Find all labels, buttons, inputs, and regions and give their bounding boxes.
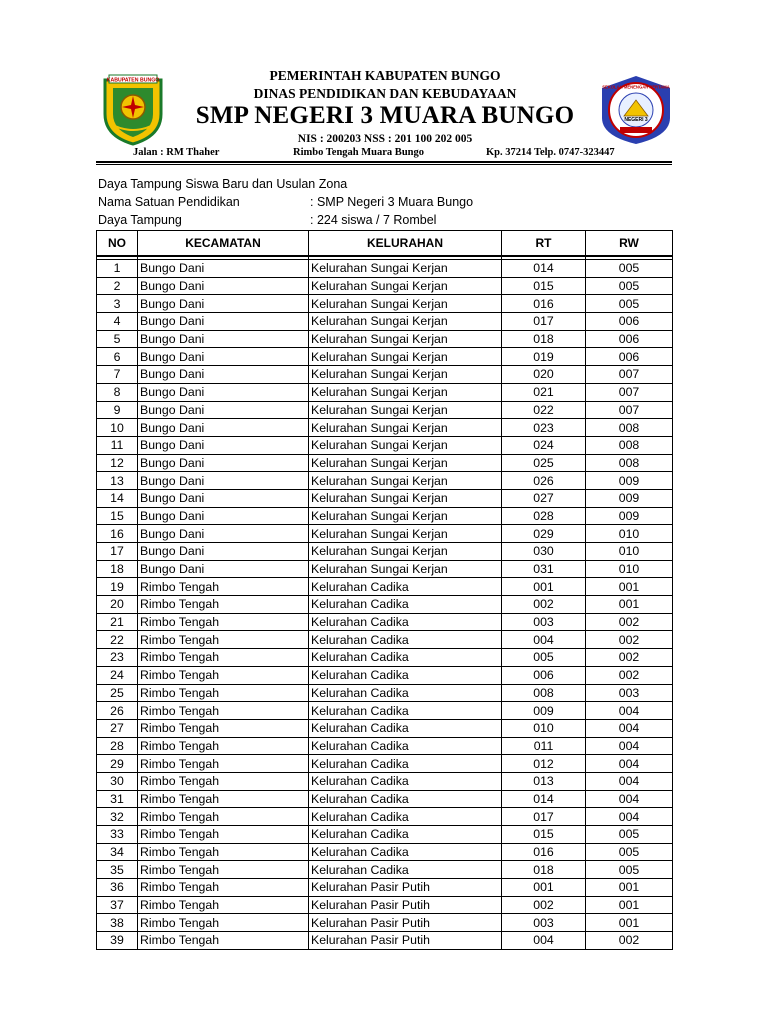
row-kecamatan: Bungo Dani [138, 507, 309, 525]
row-kecamatan: Rimbo Tengah [138, 578, 309, 596]
row-kecamatan: Rimbo Tengah [138, 631, 309, 649]
table-row [97, 489, 673, 507]
row-no: 24 [97, 666, 138, 684]
row-kecamatan: Bungo Dani [138, 560, 309, 578]
row-kelurahan: Kelurahan Sungai Kerjan [309, 401, 502, 419]
row-kecamatan: Bungo Dani [138, 313, 309, 331]
school-name: SMP NEGERI 3 MUARA BUNGO [195, 102, 575, 129]
row-rt: 018 [502, 330, 586, 348]
row-rw: 001 [586, 914, 673, 932]
svg-text:NEGERI 3: NEGERI 3 [624, 117, 648, 123]
row-rw: 004 [586, 790, 673, 808]
table-row [97, 454, 673, 472]
row-rt: 014 [502, 790, 586, 808]
row-kecamatan: Rimbo Tengah [138, 826, 309, 844]
row-kelurahan: Kelurahan Pasir Putih [309, 879, 502, 897]
row-rt: 016 [502, 295, 586, 313]
row-no: 36 [97, 879, 138, 897]
table-row [97, 366, 673, 384]
row-rt: 024 [502, 436, 586, 454]
row-rw: 008 [586, 454, 673, 472]
row-kelurahan: Kelurahan Cadika [309, 826, 502, 844]
row-kecamatan: Bungo Dani [138, 419, 309, 437]
header-divider [96, 161, 672, 163]
row-kelurahan: Kelurahan Sungai Kerjan [309, 560, 502, 578]
row-kelurahan: Kelurahan Sungai Kerjan [309, 454, 502, 472]
table-body [97, 260, 673, 950]
row-no: 19 [97, 578, 138, 596]
row-kelurahan: Kelurahan Cadika [309, 596, 502, 614]
table-row [97, 313, 673, 331]
row-kelurahan: Kelurahan Sungai Kerjan [309, 489, 502, 507]
row-kelurahan: Kelurahan Cadika [309, 808, 502, 826]
row-no: 21 [97, 613, 138, 631]
table-row [97, 649, 673, 667]
table-row [97, 277, 673, 295]
row-kecamatan: Bungo Dani [138, 348, 309, 366]
row-no: 4 [97, 313, 138, 331]
svg-text:KABUPATEN BUNGO: KABUPATEN BUNGO [106, 77, 160, 84]
row-no: 31 [97, 790, 138, 808]
row-kecamatan: Bungo Dani [138, 454, 309, 472]
row-kelurahan: Kelurahan Pasir Putih [309, 896, 502, 914]
row-kelurahan: Kelurahan Sungai Kerjan [309, 295, 502, 313]
row-kecamatan: Rimbo Tengah [138, 719, 309, 737]
row-no: 34 [97, 843, 138, 861]
row-no: 18 [97, 560, 138, 578]
header-kecamatan: KECAMATAN [138, 231, 309, 257]
row-no: 22 [97, 631, 138, 649]
row-rt: 017 [502, 313, 586, 331]
row-kecamatan: Rimbo Tengah [138, 596, 309, 614]
row-rt: 023 [502, 419, 586, 437]
unit-label: Nama Satuan Pendidikan [98, 195, 240, 209]
table-row [97, 631, 673, 649]
row-kelurahan: Kelurahan Sungai Kerjan [309, 383, 502, 401]
row-no: 29 [97, 755, 138, 773]
table-row [97, 596, 673, 614]
row-kecamatan: Bungo Dani [138, 543, 309, 561]
table-row [97, 772, 673, 790]
row-rw: 005 [586, 826, 673, 844]
table-row [97, 330, 673, 348]
row-kelurahan: Kelurahan Cadika [309, 684, 502, 702]
row-rw: 007 [586, 383, 673, 401]
row-rt: 015 [502, 826, 586, 844]
row-rw: 005 [586, 843, 673, 861]
row-kelurahan: Kelurahan Cadika [309, 843, 502, 861]
table-row [97, 896, 673, 914]
table-row [97, 826, 673, 844]
row-no: 9 [97, 401, 138, 419]
table-row [97, 260, 673, 278]
row-no: 2 [97, 277, 138, 295]
row-rw: 004 [586, 772, 673, 790]
table-row [97, 560, 673, 578]
row-kelurahan: Kelurahan Cadika [309, 578, 502, 596]
svg-text:SEKOLAH MENENGAH PERTAMA: SEKOLAH MENENGAH PERTAMA [602, 84, 670, 90]
row-kelurahan: Kelurahan Sungai Kerjan [309, 260, 502, 278]
row-no: 26 [97, 702, 138, 720]
row-rt: 009 [502, 702, 586, 720]
letterhead-government: PEMERINTAH KABUPATEN BUNGO [269, 68, 501, 83]
row-kelurahan: Kelurahan Sungai Kerjan [309, 543, 502, 561]
row-rt: 031 [502, 560, 586, 578]
row-kelurahan: Kelurahan Cadika [309, 631, 502, 649]
header-kelurahan: KELURAHAN [309, 231, 502, 257]
row-no: 12 [97, 454, 138, 472]
row-rw: 010 [586, 525, 673, 543]
row-kecamatan: Bungo Dani [138, 472, 309, 490]
row-rw: 001 [586, 896, 673, 914]
row-kecamatan: Rimbo Tengah [138, 932, 309, 950]
row-rw: 002 [586, 649, 673, 667]
row-no: 11 [97, 436, 138, 454]
row-rw: 003 [586, 684, 673, 702]
row-rw: 005 [586, 861, 673, 879]
row-rw: 006 [586, 313, 673, 331]
row-kelurahan: Kelurahan Pasir Putih [309, 914, 502, 932]
row-kelurahan: Kelurahan Sungai Kerjan [309, 366, 502, 384]
table-row [97, 525, 673, 543]
row-kelurahan: Kelurahan Sungai Kerjan [309, 507, 502, 525]
row-rw: 002 [586, 613, 673, 631]
header-no: NO [97, 231, 138, 257]
row-kelurahan: Kelurahan Sungai Kerjan [309, 472, 502, 490]
table-row [97, 348, 673, 366]
row-rt: 016 [502, 843, 586, 861]
row-kelurahan: Kelurahan Pasir Putih [309, 932, 502, 950]
row-kecamatan: Bungo Dani [138, 277, 309, 295]
table-row [97, 755, 673, 773]
row-no: 23 [97, 649, 138, 667]
row-rt: 002 [502, 596, 586, 614]
row-rw: 006 [586, 330, 673, 348]
row-rw: 005 [586, 295, 673, 313]
row-rt: 018 [502, 861, 586, 879]
table-row [97, 419, 673, 437]
row-rw: 004 [586, 719, 673, 737]
kabupaten-bungo-logo [101, 74, 165, 146]
row-no: 32 [97, 808, 138, 826]
row-kecamatan: Bungo Dani [138, 401, 309, 419]
header-rt: RT [502, 231, 586, 257]
row-rt: 004 [502, 631, 586, 649]
row-rw: 001 [586, 578, 673, 596]
row-kecamatan: Rimbo Tengah [138, 879, 309, 897]
row-no: 30 [97, 772, 138, 790]
row-rt: 030 [502, 543, 586, 561]
row-rt: 001 [502, 578, 586, 596]
row-rw: 002 [586, 631, 673, 649]
row-rw: 009 [586, 489, 673, 507]
row-kelurahan: Kelurahan Cadika [309, 861, 502, 879]
row-no: 14 [97, 489, 138, 507]
row-rw: 004 [586, 737, 673, 755]
row-kelurahan: Kelurahan Cadika [309, 666, 502, 684]
row-kecamatan: Rimbo Tengah [138, 772, 309, 790]
row-rw: 007 [586, 366, 673, 384]
row-kelurahan: Kelurahan Cadika [309, 613, 502, 631]
table-row [97, 719, 673, 737]
row-kelurahan: Kelurahan Sungai Kerjan [309, 419, 502, 437]
row-kecamatan: Rimbo Tengah [138, 808, 309, 826]
row-rw: 008 [586, 436, 673, 454]
zone-table [96, 230, 673, 950]
row-kecamatan: Rimbo Tengah [138, 755, 309, 773]
row-kecamatan: Bungo Dani [138, 295, 309, 313]
table-row [97, 383, 673, 401]
row-kelurahan: Kelurahan Cadika [309, 772, 502, 790]
row-rt: 014 [502, 260, 586, 278]
row-rt: 013 [502, 772, 586, 790]
row-kecamatan: Rimbo Tengah [138, 914, 309, 932]
row-no: 5 [97, 330, 138, 348]
row-no: 17 [97, 543, 138, 561]
row-no: 7 [97, 366, 138, 384]
row-kecamatan: Rimbo Tengah [138, 861, 309, 879]
school-badge-icon [596, 74, 676, 146]
row-rt: 011 [502, 737, 586, 755]
row-kecamatan: Rimbo Tengah [138, 737, 309, 755]
table-row [97, 507, 673, 525]
row-kelurahan: Kelurahan Sungai Kerjan [309, 330, 502, 348]
table-row [97, 808, 673, 826]
row-rw: 007 [586, 401, 673, 419]
row-no: 15 [97, 507, 138, 525]
row-kelurahan: Kelurahan Sungai Kerjan [309, 348, 502, 366]
table-row [97, 932, 673, 950]
table-header-row [97, 231, 673, 257]
row-rw: 009 [586, 507, 673, 525]
row-no: 37 [97, 896, 138, 914]
row-kecamatan: Rimbo Tengah [138, 843, 309, 861]
row-no: 28 [97, 737, 138, 755]
row-rt: 001 [502, 879, 586, 897]
address-contact: Kp. 37214 Telp. 0747-323447 [486, 147, 615, 158]
row-rw: 001 [586, 596, 673, 614]
shield-emblem-icon [101, 74, 165, 146]
row-rt: 015 [502, 277, 586, 295]
row-rt: 012 [502, 755, 586, 773]
row-rw: 006 [586, 348, 673, 366]
row-no: 39 [97, 932, 138, 950]
school-logo [596, 74, 676, 146]
row-no: 13 [97, 472, 138, 490]
table-row [97, 914, 673, 932]
row-rw: 004 [586, 808, 673, 826]
row-rt: 003 [502, 613, 586, 631]
row-kecamatan: Rimbo Tengah [138, 790, 309, 808]
row-rt: 002 [502, 896, 586, 914]
capacity-label: Daya Tampung [98, 213, 182, 227]
table-row [97, 684, 673, 702]
capacity-value: : 224 siswa / 7 Rombel [310, 213, 437, 227]
row-rt: 004 [502, 932, 586, 950]
row-kelurahan: Kelurahan Cadika [309, 737, 502, 755]
row-rw: 002 [586, 932, 673, 950]
row-rt: 017 [502, 808, 586, 826]
row-no: 16 [97, 525, 138, 543]
table-row [97, 737, 673, 755]
row-no: 27 [97, 719, 138, 737]
row-rt: 020 [502, 366, 586, 384]
row-kecamatan: Rimbo Tengah [138, 649, 309, 667]
row-rt: 022 [502, 401, 586, 419]
unit-value: : SMP Negeri 3 Muara Bungo [310, 195, 474, 209]
row-kecamatan: Bungo Dani [138, 260, 309, 278]
table-row [97, 702, 673, 720]
row-rw: 005 [586, 260, 673, 278]
row-rw: 004 [586, 702, 673, 720]
row-no: 20 [97, 596, 138, 614]
table-row [97, 472, 673, 490]
row-kelurahan: Kelurahan Sungai Kerjan [309, 436, 502, 454]
row-rt: 008 [502, 684, 586, 702]
letterhead-department: DINAS PENDIDIKAN DAN KEBUDAYAAN [253, 86, 517, 101]
row-rt: 029 [502, 525, 586, 543]
table-row [97, 879, 673, 897]
row-rt: 010 [502, 719, 586, 737]
row-kelurahan: Kelurahan Sungai Kerjan [309, 525, 502, 543]
row-rt: 027 [502, 489, 586, 507]
row-rt: 006 [502, 666, 586, 684]
row-kecamatan: Rimbo Tengah [138, 896, 309, 914]
table-row [97, 543, 673, 561]
row-rt: 025 [502, 454, 586, 472]
table-row [97, 295, 673, 313]
document-title: Daya Tampung Siswa Baru dan Usulan Zona [98, 177, 348, 191]
row-kecamatan: Rimbo Tengah [138, 666, 309, 684]
row-kecamatan: Bungo Dani [138, 383, 309, 401]
row-kecamatan: Bungo Dani [138, 489, 309, 507]
row-no: 33 [97, 826, 138, 844]
table-row [97, 861, 673, 879]
row-kelurahan: Kelurahan Sungai Kerjan [309, 313, 502, 331]
table-row [97, 578, 673, 596]
header-rw: RW [586, 231, 673, 257]
table-row [97, 401, 673, 419]
row-no: 10 [97, 419, 138, 437]
row-no: 38 [97, 914, 138, 932]
row-kecamatan: Bungo Dani [138, 525, 309, 543]
table-row [97, 666, 673, 684]
row-kecamatan: Bungo Dani [138, 330, 309, 348]
row-rt: 028 [502, 507, 586, 525]
row-kelurahan: Kelurahan Cadika [309, 719, 502, 737]
row-kelurahan: Kelurahan Cadika [309, 755, 502, 773]
row-no: 25 [97, 684, 138, 702]
row-kecamatan: Bungo Dani [138, 366, 309, 384]
table-row [97, 613, 673, 631]
row-kelurahan: Kelurahan Cadika [309, 790, 502, 808]
row-rt: 019 [502, 348, 586, 366]
row-rw: 010 [586, 560, 673, 578]
header-divider-thin [96, 164, 672, 165]
row-rt: 005 [502, 649, 586, 667]
row-kecamatan: Bungo Dani [138, 436, 309, 454]
row-kelurahan: Kelurahan Cadika [309, 649, 502, 667]
row-rw: 002 [586, 666, 673, 684]
row-rw: 001 [586, 879, 673, 897]
row-no: 8 [97, 383, 138, 401]
row-kecamatan: Rimbo Tengah [138, 702, 309, 720]
address-area: Rimbo Tengah Muara Bungo [293, 147, 424, 158]
row-rw: 005 [586, 277, 673, 295]
table-row [97, 843, 673, 861]
row-kelurahan: Kelurahan Cadika [309, 702, 502, 720]
row-kecamatan: Rimbo Tengah [138, 684, 309, 702]
row-no: 1 [97, 260, 138, 278]
school-nis-nss: NIS : 200203 NSS : 201 100 202 005 [297, 133, 473, 145]
row-kecamatan: Rimbo Tengah [138, 613, 309, 631]
row-rw: 009 [586, 472, 673, 490]
row-no: 6 [97, 348, 138, 366]
row-rw: 004 [586, 755, 673, 773]
row-kelurahan: Kelurahan Sungai Kerjan [309, 277, 502, 295]
row-rw: 008 [586, 419, 673, 437]
address-street: Jalan : RM Thaher [133, 147, 220, 158]
row-no: 35 [97, 861, 138, 879]
table-row [97, 790, 673, 808]
table-row [97, 436, 673, 454]
row-rw: 010 [586, 543, 673, 561]
row-rt: 021 [502, 383, 586, 401]
row-no: 3 [97, 295, 138, 313]
row-rt: 026 [502, 472, 586, 490]
row-rt: 003 [502, 914, 586, 932]
